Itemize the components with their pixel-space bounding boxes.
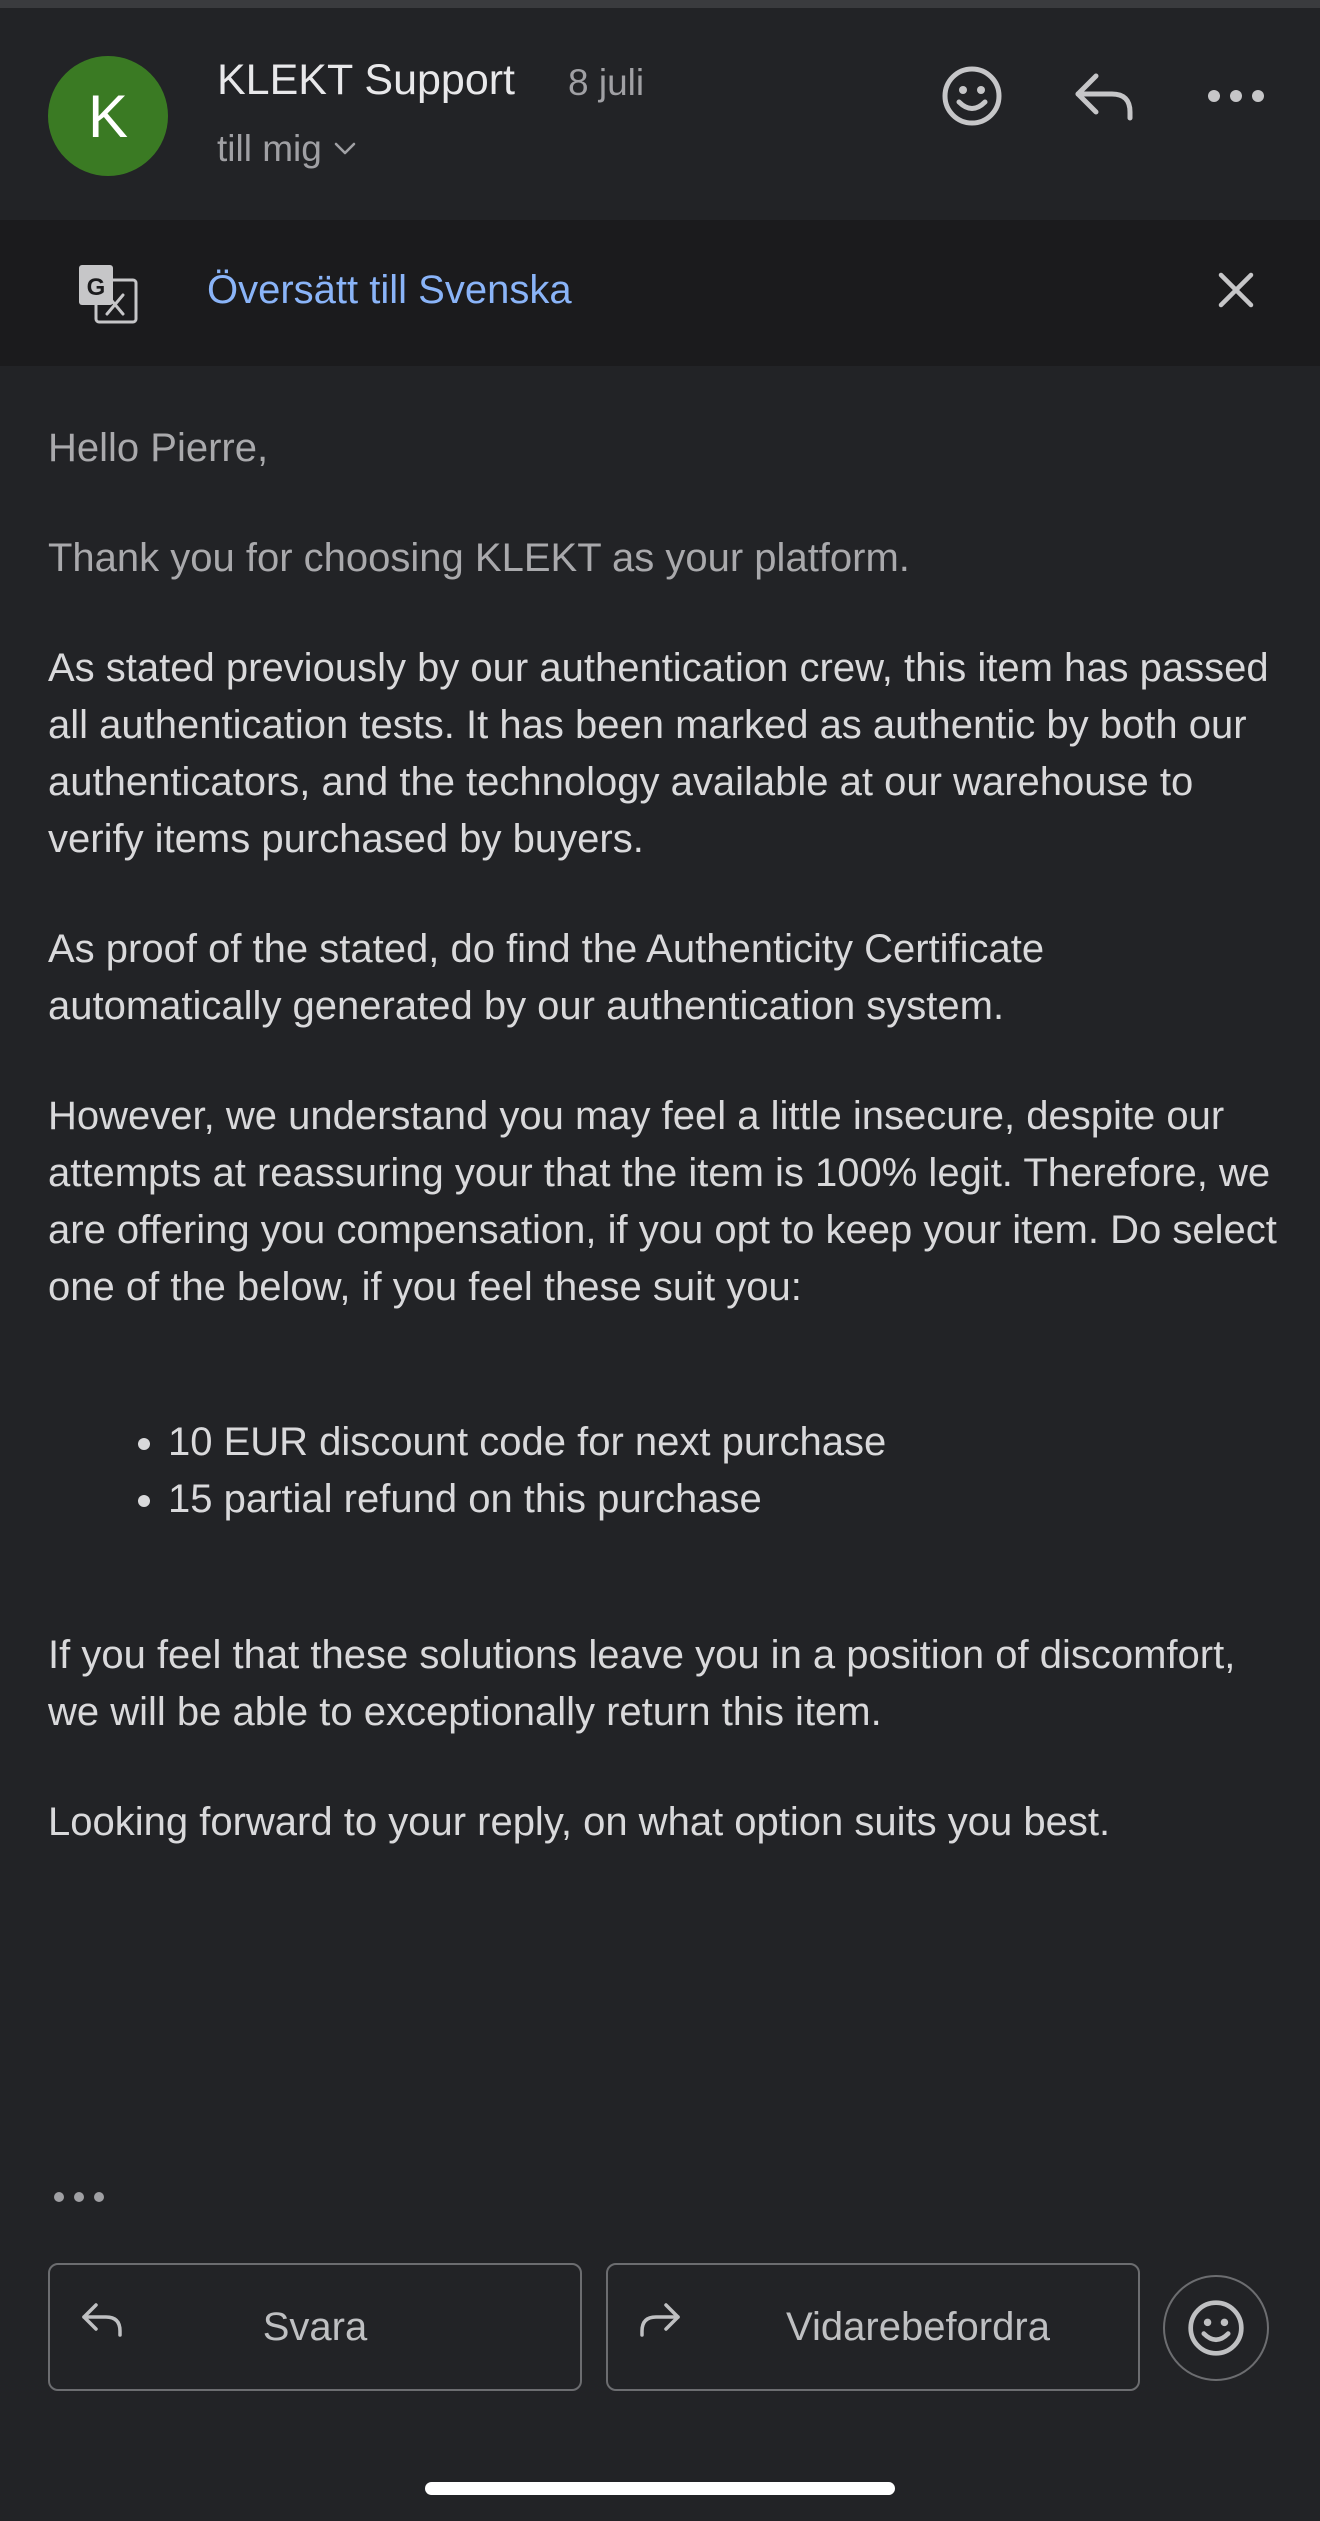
greeting: Hello Pierre,	[48, 426, 269, 470]
forward-button[interactable]	[606, 2263, 1140, 2391]
home-indicator[interactable]	[425, 2482, 895, 2495]
email-date: 8 juli	[568, 62, 645, 103]
paragraph-compensation: However, we understand you may feel a little insecure, despite our attempts at reassuring your that the item is 100% legit. Therefore, we are offering you compensation, if you opt to keep your item. Do select one of the below, if you feel these suit you:	[48, 1094, 1277, 1309]
sender-name[interactable]: KLEKT Support	[217, 56, 515, 104]
more-options-icon[interactable]	[1200, 60, 1272, 132]
sender-avatar[interactable]: K	[48, 56, 168, 176]
smiley-icon	[1186, 2298, 1246, 2358]
emoji-reaction-icon[interactable]	[936, 60, 1008, 132]
reply-button-label: Svara	[262, 2304, 368, 2349]
translate-banner	[0, 220, 1320, 366]
reply-button[interactable]	[48, 2263, 582, 2391]
paragraph-closing: Looking forward to your reply, on what option suits you best.	[48, 1800, 1111, 1844]
status-bar-edge	[0, 0, 1320, 8]
thanks-line: Thank you for choosing KLEKT as your platform.	[48, 536, 910, 580]
show-trimmed-content-icon[interactable]	[50, 2182, 110, 2212]
paragraph-certificate: As proof of the stated, do find the Authenticity Certificate automatically generated by our authentication system.	[48, 927, 1045, 1028]
list-item: • 10 EUR discount code for next purchase	[168, 1414, 1288, 1471]
svg-text:G: G	[86, 274, 106, 301]
list-item: • 15 partial refund on this purchase	[168, 1471, 1288, 1528]
chevron-down-icon	[334, 142, 356, 156]
translate-icon	[76, 262, 140, 326]
forward-button-label: Vidarebefordra	[786, 2304, 1050, 2349]
paragraph-return: If you feel that these solutions leave you in a position of discomfort, we will be able to exceptionally return this item.	[48, 1633, 1236, 1734]
paragraph-authentication: As stated previously by our authentication crew, this item has passed all authentication tests. It has been marked as authentic by both our authenticators, and the technology available at our warehouse to verify items purchased by buyers.	[48, 646, 1269, 861]
options-list	[48, 1414, 1288, 1528]
translate-link[interactable]: Översätt till Svenska	[207, 268, 572, 312]
forward-arrow-icon	[638, 2299, 682, 2339]
email-header	[0, 8, 1320, 220]
email-body	[48, 420, 1288, 1904]
reply-icon[interactable]	[1068, 60, 1140, 132]
emoji-react-button[interactable]	[1163, 2275, 1269, 2381]
recipient-label: till mig	[217, 128, 322, 169]
reply-arrow-icon	[80, 2299, 124, 2339]
recipient-toggle[interactable]	[217, 128, 356, 170]
close-icon[interactable]	[1206, 260, 1266, 320]
